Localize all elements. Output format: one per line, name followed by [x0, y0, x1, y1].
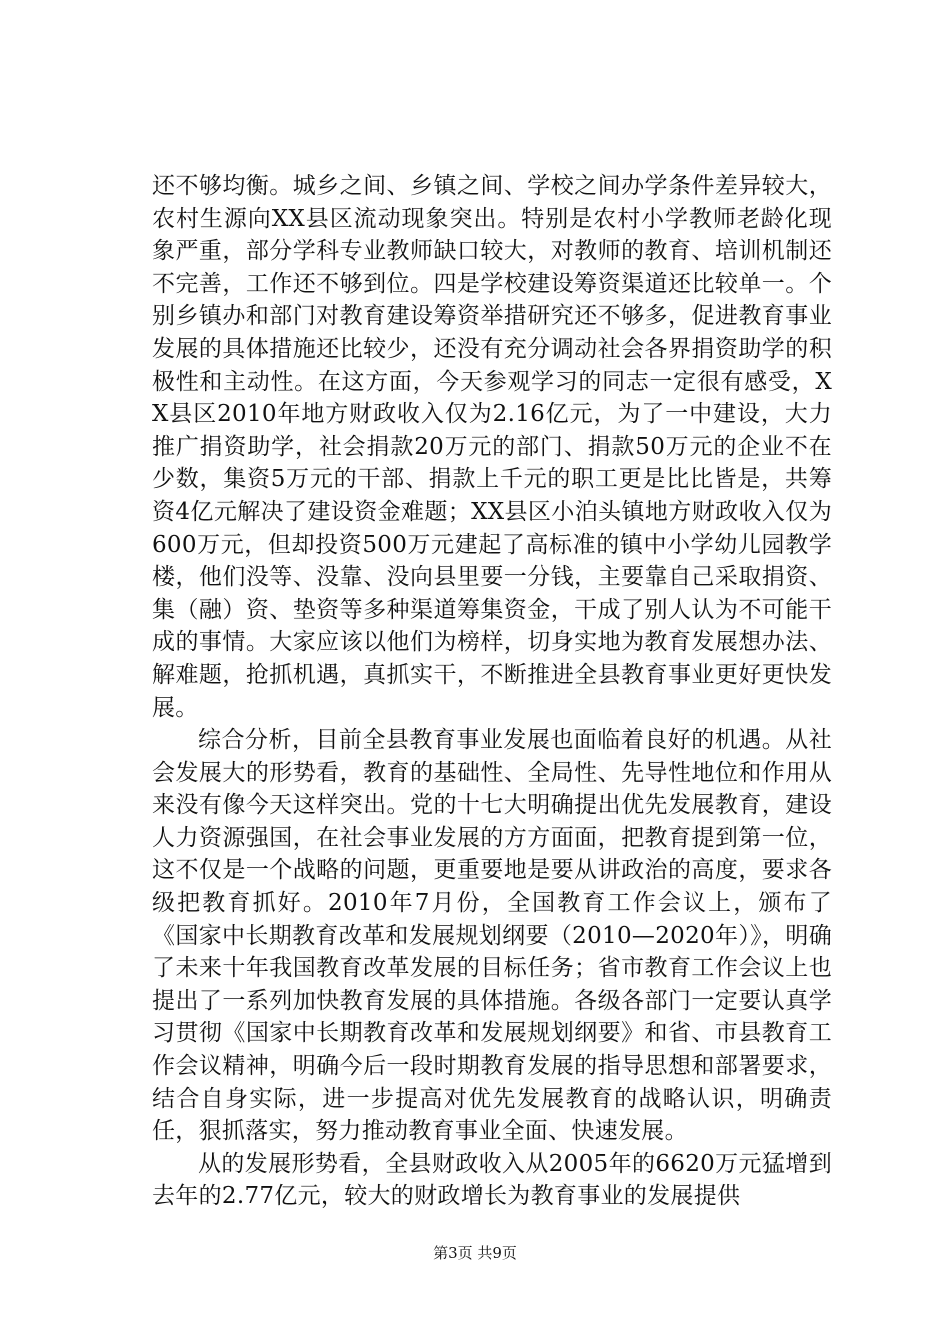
paragraph-2: 综合分析，目前全县教育事业发展也面临着良好的机遇。从社会发展大的形势看，教育的基础性、全局性、先导性地位和作用从来没有像今天这样突出。党的十七大明确提出优先发展教育，建设人力资源强国，在社会事业发展的方方面面，把教育提到第一位，这不仅是一个战略的问题，更重要地是要从讲政治的高度，要求各级把教育抓好。2010年7月份，全国教育工作会议上，颁布了《国家中长期教育改革和发展规划纲要（2010—2020年）》，明确了未来十年我国教育改革发展的目标任务；省市教育工作会议上也提出了一系列加快教育发展的具体措施。各级各部门一定要认真学习贯彻《国家中长期教育改革和发展规划纲要》和省、市县教育工作会议精神，明确今后一段时期教育发展的指导思想和部署要求，结合自身实际，进一步提高对优先发展教育的战略认识，明确责任，狠抓落实，努力推动教育事业全面、快速发展。	[152, 727, 832, 1145]
paragraph-3: 从的发展形势看，全县财政收入从2005年的6620万元猛增到去年的2.77亿元，较大的财政增长为教育事业的发展提供	[152, 1150, 832, 1210]
document-body	[152, 170, 832, 1213]
page-footer: 第3页 共9页	[433, 1244, 517, 1262]
paragraph-1: 还不够均衡。城乡之间、乡镇之间、学校之间办学条件差异较大，农村生源向XX县区流动现象突出。特别是农村小学教师老龄化现象严重，部分学科专业教师缺口较大，对教师的教育、培训机制还不完善，工作还不够到位。四是学校建设筹资渠道还比较单一。个别乡镇办和部门对教育建设筹资举措研究还不够多，促进教育事业发展的具体措施还比较少，还没有充分调动社会各界捐资助学的积极性和主动性。在这方面，今天参观学习的同志一定很有感受，XX县区2010年地方财政收入仅为2.16亿元，为了一中建设，大力推广捐资助学，社会捐款20万元的部门、捐款50万元的企业不在少数，集资5万元的干部、捐款上千元的职工更是比比皆是，共筹资4亿元解决了建设资金难题；XX县区小泊头镇地方财政收入仅为600万元，但却投资500万元建起了高标准的镇中小学幼儿园教学楼，他们没等、没靠、没向县里要一分钱，主要靠自己采取捐资、集（融）资、垫资等多种渠道筹集资金，干成了别人认为不可能干成的事情。大家应该以他们为榜样，切身实地为教育发展想办法、解难题，抢抓机遇，真抓实干，不断推进全县教育事业更好更快发展。	[152, 173, 832, 721]
